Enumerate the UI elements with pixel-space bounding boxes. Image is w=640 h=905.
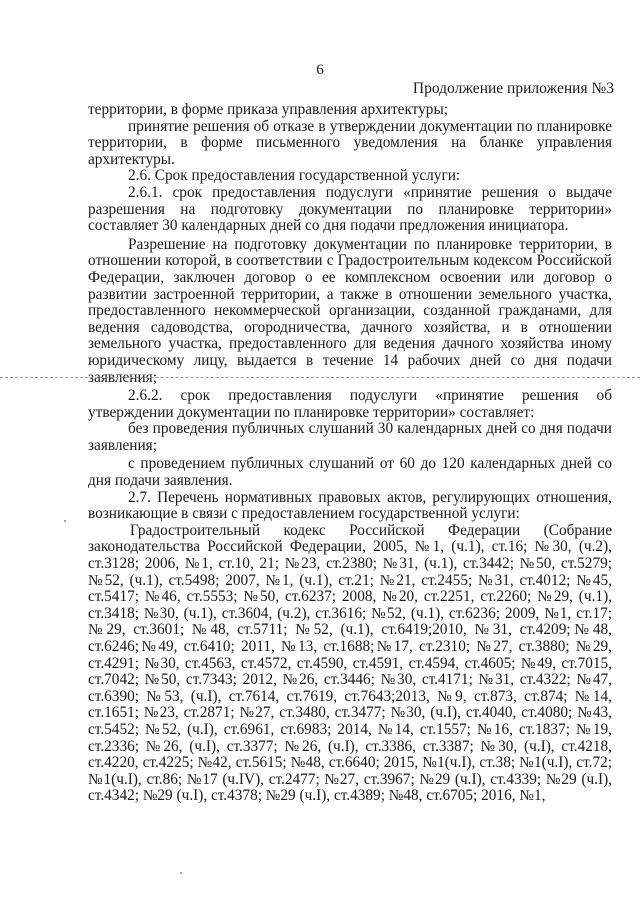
appendix-continuation-header: Продолжение приложения №3 <box>412 80 614 97</box>
scan-speck <box>64 520 66 522</box>
document-body <box>88 102 612 805</box>
page-number: 6 <box>316 62 324 78</box>
paragraph-with-hearings: с проведением публичных слушаний от 60 до 120 календарных дней со дня подачи заявления. <box>88 455 612 490</box>
paragraph-section-2-6: 2.6. Срок предоставления государственной услуги: <box>128 167 461 185</box>
paragraph-urban-planning-code: Градостроительный кодекс Российской Федерации (Собрание законодательства Российской Федерации, 2005, №1, (ч.1), ст.16; №30, (ч.2), ст.3128; 2006, №1, ст.10, 21; №23, ст.2380; №31, (ч.1), ст.3442; №50, ст.5279; №52, (ч.1), ст.5498; 2007, №1, (ч.1), ст.21; №21, ст.2455; №31, ст.4012; №45, ст.5417; №46, ст.5553; №50, ст.6237; 2008, №20, ст.2251, ст.2260; №29, (ч.1), ст.3418; №30, (ч.1), ст.3604, (ч.2), ст.3616; №52, (ч.1), ст.6236; 2009, №1, ст.17; №29, ст.3601; №48, ст.5711; №52, (ч.1), ст.6419;2010, №31, ст.4209;№48, ст.6246;№49, ст.6410; 2011, №13, ст.1688;№17, ст.2310; №27, ст.3880; №29, ст.4291; №30, ст.4563, ст.4572, ст.4590, ст.4591, ст.4594, ст.4605; №49, ст.7015, ст.7042; №50, ст.7343; 2012, №26, ст.3446; №30, ст.4171; №31, ст.4322; №47, ст.6390; №53, (ч.I), ст.7614, ст.7619, ст.7643;2013, №9, ст.873, ст.874; №14, ст.1651; №23, ст.2871; №27, ст.3480, ст.3477; №30, (ч.I), ст.4040, ст.4080; №43, ст.5452; №52, (ч.I), ст.6961, ст.6983; 2014, №14, ст.1557; №16, ст.1837; №19, ст.2336; №26, (ч.I), ст.3377; №26, (ч.I), ст.3386, ст.3387; №30, (ч.I), ст.4218, ст.4220, ст.4225; №42, ст.5615; №48, ст.6640; 2015, №1(ч.I), ст.38; №1(ч.I), ст.72; №1(ч.I), ст.86; №17 (ч.IV), ст.2477; №27, ст.3967; №29 (ч.I), ст.4339; №29 (ч.I), ст.4342; №29 (ч.I), ст.4378; №29 (ч.I), ст.4389; №48, ст.6705; 2016, №1, <box>88 521 612 805</box>
paragraph-permission-terms: Разрешение на подготовку документации по планировке территории, в отношении которой, в соответствии с Градостроительным кодексом Российской Федерации, заключен договор о ее комплексном освоении или договор о развитии застроенной территории, а также в отношении земельного участка, предоставленного некоммерческой организации, созданной гражданами, для ведения садоводства, огородничества, дачного хозяйства, и в отношении земельного участка, предоставленного для ведения дачного хозяйства иному юридическому лицу, выдается в течение 14 рабочих дней со дня подачи заявления; <box>88 235 612 386</box>
paragraph-without-hearings: без проведения публичных слушаний 30 календарных дней со дня подачи заявления; <box>88 420 612 454</box>
paragraph-order-form: территории, в форме приказа управления архитектуры; <box>88 101 448 118</box>
scan-speck <box>180 872 182 874</box>
paragraph-section-2-7: 2.7. Перечень нормативных правовых актов, регулирующих отношения, возникающие в связи с предоставлением государственной услуги: <box>88 488 612 523</box>
paragraph-section-2-6-2: 2.6.2. срок предоставления подуслуги «принятие решения об утверждении документации по планировке территории» составляет: <box>88 387 612 421</box>
paragraph-refusal-decision: принятие решения об отказе в утверждении документации по планировке территории, в форме письменного уведомления на бланке управления архитектуры. <box>88 117 612 168</box>
scan-artifact-line <box>0 377 640 378</box>
paragraph-section-2-6-1: 2.6.1. срок предоставления подуслуги «принятие решения о выдаче разрешения на подготовку документации по планировке территории» составляет 30 календарных дней со дня подачи предложения инициатора. <box>88 183 612 235</box>
